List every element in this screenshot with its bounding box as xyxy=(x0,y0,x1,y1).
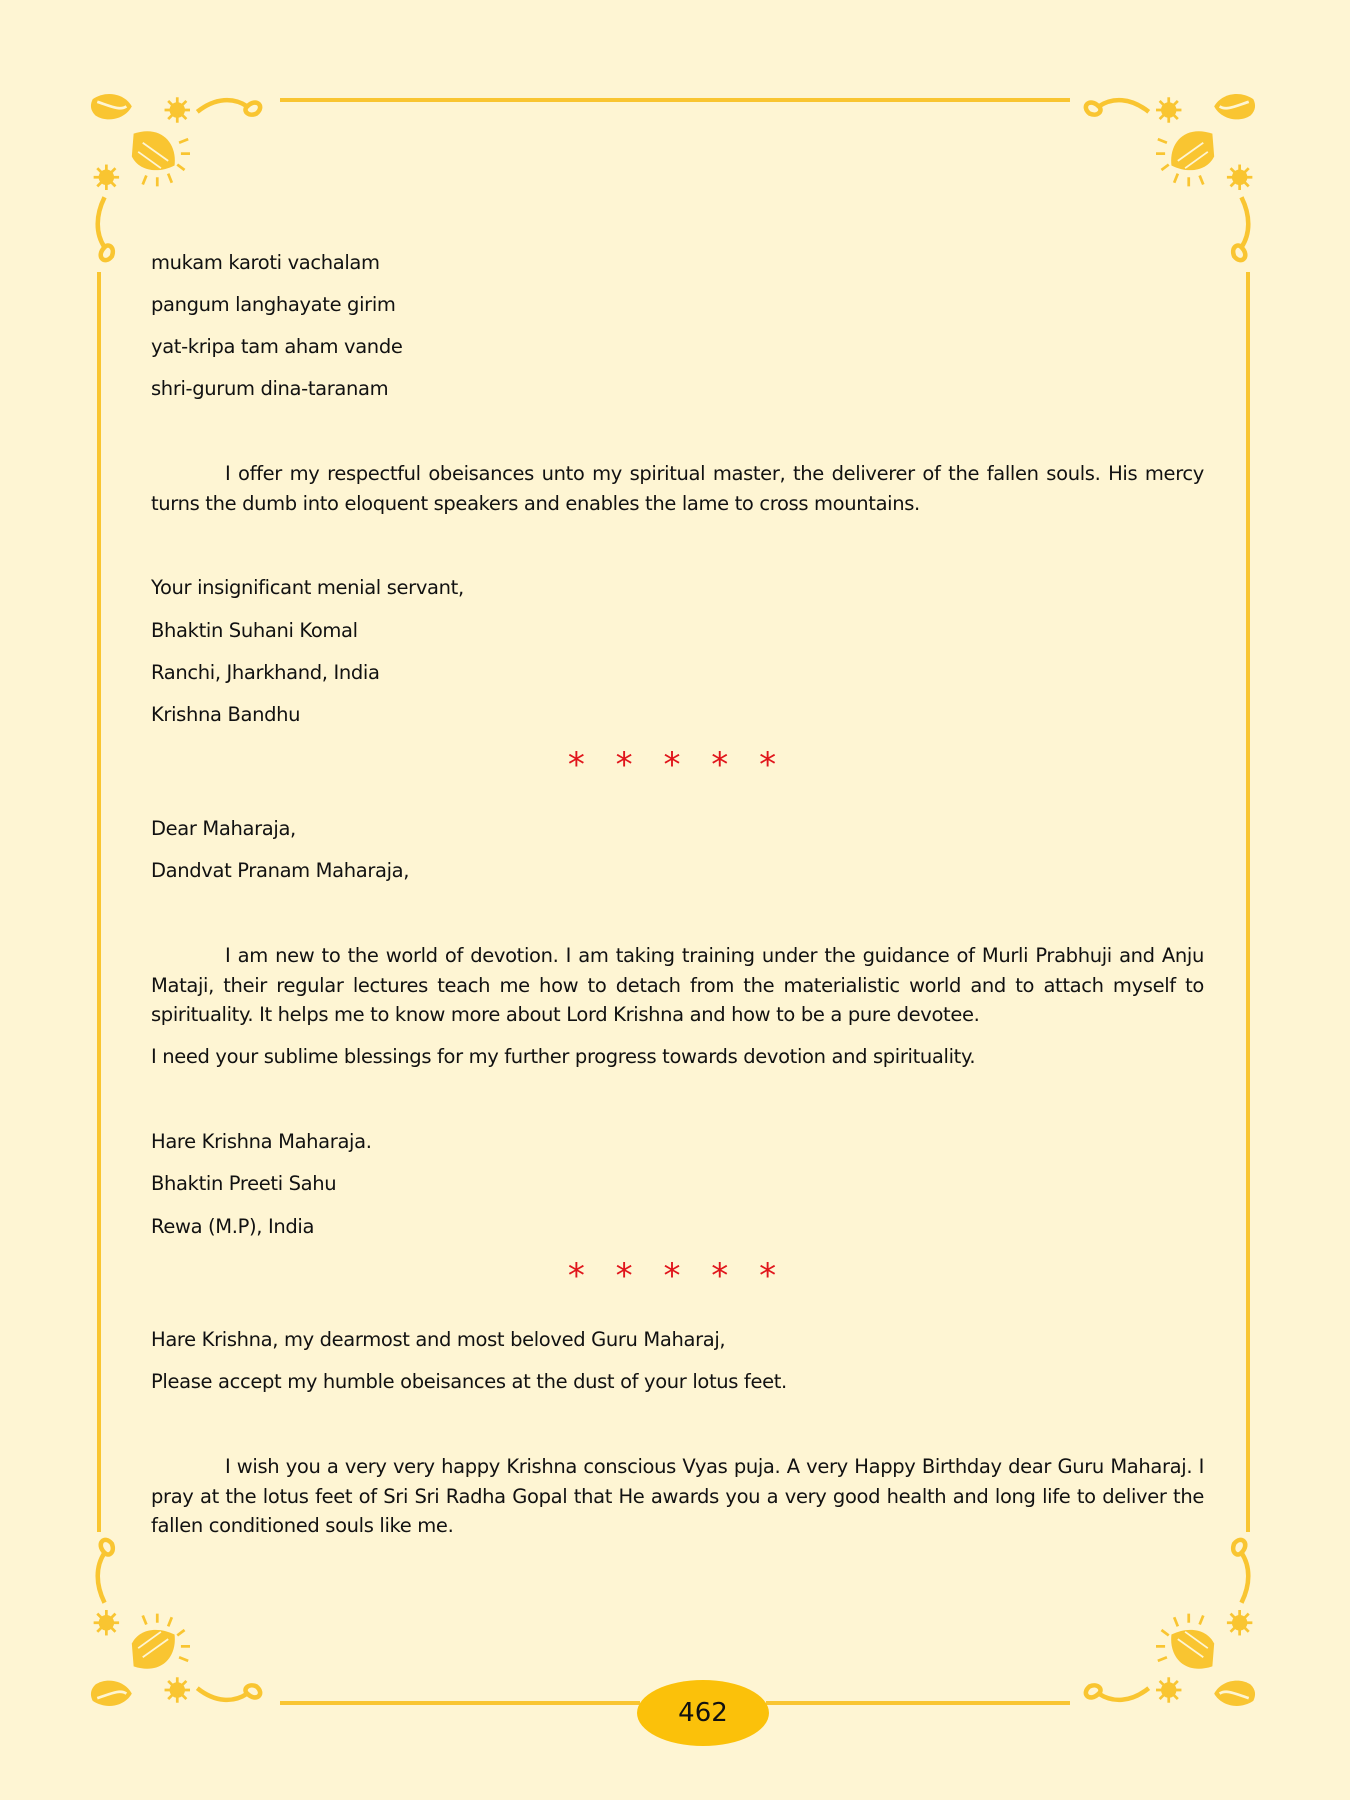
page-number: 462 xyxy=(678,1698,728,1728)
border-bottom-right xyxy=(766,1701,1070,1705)
signature-line: Bhaktin Suhani Komal xyxy=(151,619,358,642)
signature-line: Ranchi, Jharkhand, India xyxy=(151,661,380,684)
corner-ornament-bottom-right xyxy=(1076,1530,1276,1730)
signature-line: Your insignificant menial servant, xyxy=(151,576,464,599)
greeting-line: Hare Krishna, my dearmost and most beloved Guru Maharaj, xyxy=(151,1328,726,1351)
border-left xyxy=(97,272,101,1532)
signature-line: Krishna Bandhu xyxy=(151,703,301,726)
signature-line: Hare Krishna Maharaja. xyxy=(151,1130,372,1153)
greeting-line: Please accept my humble obeisances at the dust of your lotus feet. xyxy=(151,1370,787,1393)
verse-translation: I offer my respectful obeisances unto my spiritual master, the deliverer of the fallen souls. His mercy turns the dumb into eloquent speakers and enables the lame to cross mountains. xyxy=(151,462,1204,515)
letter-body-2: I need your sublime blessings for my further progress towards devotion and spirituality. xyxy=(151,1045,976,1068)
greeting-line: Dandvat Pranam Maharaja, xyxy=(151,859,410,882)
verse-line: pangum langhayate girim xyxy=(151,293,396,316)
border-bottom-left xyxy=(280,1701,640,1705)
page-number-badge xyxy=(637,1680,769,1746)
letter-body: I am new to the world of devotion. I am taking training under the guidance of Murli Prabhuji and Anju Mataji, their regular lectures teach me how to detach from the materialistic world and to attach myself to spirituality. It helps me to know more about Lord Krishna and how to be a pure devotee. xyxy=(151,944,1204,1026)
signature-line: Bhaktin Preeti Sahu xyxy=(151,1172,337,1195)
greeting-line: Dear Maharaja, xyxy=(151,817,296,840)
border-right xyxy=(1246,272,1250,1532)
corner-ornament-top-right xyxy=(1076,70,1276,270)
verse-line: yat-kripa tam aham vande xyxy=(151,335,403,358)
letter-body: I wish you a very very happy Krishna conscious Vyas puja. A very Happy Birthday dear Guru Maharaj. I pray at the lotus feet of Sri Sri Radha Gopal that He awards you a very good health and long life to deliver the fallen conditioned souls like me. xyxy=(151,1455,1204,1537)
border-top xyxy=(280,98,1070,102)
corner-ornament-top-left xyxy=(70,70,270,270)
separator-stars: * * * * * xyxy=(567,1256,787,1296)
separator-stars: * * * * * xyxy=(567,745,787,785)
signature-line: Rewa (M.P), India xyxy=(151,1215,315,1238)
corner-ornament-bottom-left xyxy=(70,1530,270,1730)
verse-line: mukam karoti vachalam xyxy=(151,251,380,274)
verse-line: shri-gurum dina-taranam xyxy=(151,377,389,400)
